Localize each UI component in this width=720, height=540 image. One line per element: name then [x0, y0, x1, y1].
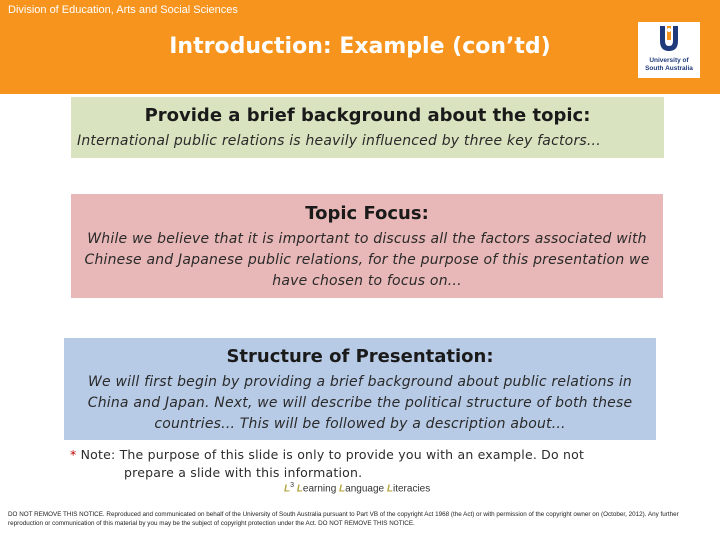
l3-learning-rest: earning — [302, 483, 337, 495]
l3-literacies-initial: L — [386, 483, 393, 495]
structure-section — [64, 338, 656, 440]
note-asterisk: * — [70, 447, 77, 462]
logo-line-1: University of — [649, 57, 689, 64]
topic-focus-body: While we believe that it is important to discuss all the factors associated with Chinese and Japanese public relations, for the purpose of this presentation we have chosen to focus on... — [84, 231, 650, 289]
note-line-2: prepare a slide with this information. — [124, 465, 363, 480]
logo-line-2: South Australia — [645, 65, 693, 72]
topic-focus-heading: Topic Focus: — [305, 203, 429, 224]
university-logo — [638, 22, 700, 78]
copyright-notice: DO NOT REMOVE THIS NOTICE. Reproduced and communicated on behalf of the University of South Australia pursuant to Part VB of the copyright Act 1968 (the Act) or with permission of the copyright owner on (October, 2012). Any further reproduction or communication of this material by you may be the subject of copyright protection under the Act. DO NOT REMOVE THIS NOTICE. — [8, 511, 679, 527]
structure-heading: Structure of Presentation: — [226, 346, 494, 367]
slide-title: Introduction: Example (con’td) — [169, 34, 551, 59]
l3-tagline — [284, 482, 430, 494]
note-line-1: Note: The purpose of this slide is only to provide you with an example. Do not — [76, 447, 585, 462]
logo-text — [638, 57, 700, 73]
division-label: Division of Education, Arts and Social Sciences — [8, 4, 238, 16]
background-heading: Provide a brief background about the topic: — [144, 105, 591, 126]
l3-language-rest: anguage — [345, 483, 385, 495]
background-section — [71, 97, 664, 158]
structure-body: We will first begin by providing a brief background about public relations in China and Japan. Next, we will describe the political structure of both these countries... This will be followed by a description about... — [87, 374, 633, 432]
l3-brand-letter: L — [284, 483, 291, 495]
background-body: International public relations is heavily influenced by three key factors... — [77, 133, 601, 149]
l3-learning-initial: L — [296, 483, 303, 495]
l3-literacies-rest: iteracies — [392, 483, 431, 495]
note-text — [70, 446, 650, 482]
l3-brand-sup: 3 — [290, 482, 295, 489]
unisa-logo-icon — [657, 24, 681, 54]
slide-header — [0, 0, 720, 94]
topic-focus-section — [71, 194, 663, 298]
l3-language-initial: L — [339, 483, 346, 495]
